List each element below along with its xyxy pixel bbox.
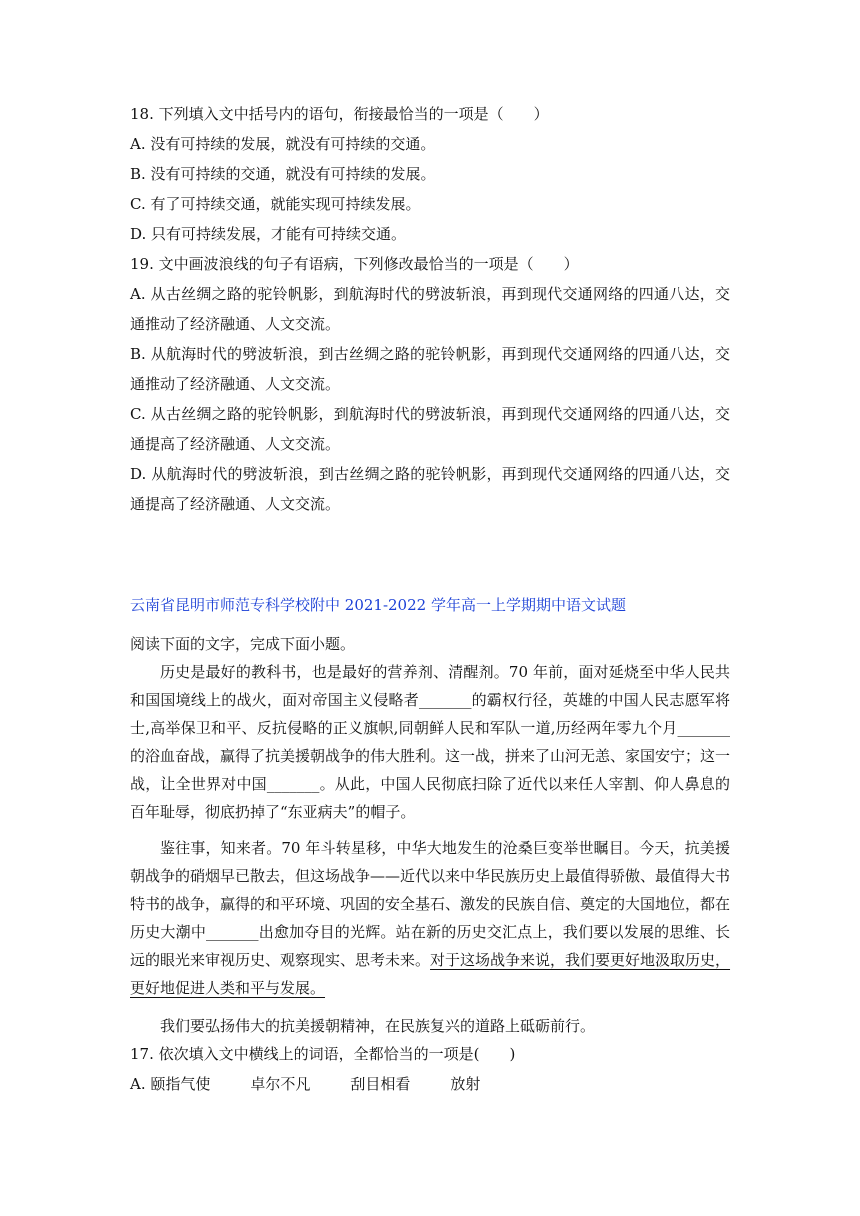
- passage-p1-line6: 百年耻辱，彻底扔掉了“东亚病夫”的帽子。: [130, 803, 416, 821]
- q18-option-b: B. 没有可持续的交通，就没有可持续的发展。: [130, 165, 436, 183]
- passage-p2-line5-plain: 远的眼光来审视历史、观察现实、思考未来。: [130, 951, 431, 969]
- q18-option-a: A. 没有可持续的发展，就没有可持续的交通。: [130, 135, 436, 153]
- passage-p2-line2: 朝战争的硝烟早已散去，但这场战争——近代以来中华民族历史上最值得骄傲、最值得大书: [130, 867, 731, 885]
- q18-option-c: C. 有了可持续交通，就能实现可持续发展。: [130, 195, 421, 213]
- q19-option-b-line2: 通推动了经济融通、人文交流。: [130, 375, 341, 393]
- q17-option-a: [130, 1074, 520, 1094]
- passage-p3: 我们要弘扬伟大的抗美援朝精神，在民族复兴的道路上砥砺前行。: [160, 1017, 596, 1035]
- q19-option-a-line2: 通推动了经济融通、人文交流。: [130, 315, 341, 333]
- q19-option-b-line1: B. 从航海时代的劈波斩浪，到古丝绸之路的驼铃帆影，再到现代交通网络的四通八达，交: [130, 345, 730, 363]
- passage-p2-line6: [130, 978, 325, 998]
- passage-p2-line1: 鉴往事，知来者。70 年斗转星移，中华大地发生的沧桑巨变举世瞩目。今天，抗美援: [160, 839, 730, 857]
- source-title: 云南省昆明市师范专科学校附中 2021-2022 学年高一上学期期中语文试题: [130, 596, 626, 614]
- q19-option-c-line2: 通提高了经济融通、人文交流。: [130, 435, 341, 453]
- passage-p1-line3: 士,高举保卫和平、反抗侵略的正义旗帜,同朝鲜人民和军队一道,历经两年零九个月_______: [130, 719, 730, 737]
- reading-instruction: 阅读下面的文字，完成下面小题。: [130, 635, 356, 653]
- q17-option-a-word4: 放射: [450, 1075, 481, 1093]
- wavy-underlined-sentence-part1: 对于这场战争来说，我们要更好地汲取历史，: [430, 951, 731, 969]
- q19-option-a-line1: A. 从古丝绸之路的驼铃帆影，到航海时代的劈波斩浪，再到现代交通网络的四通八达，交: [130, 285, 730, 303]
- passage-p2-line4: 历史大潮中_______出愈加夺目的光辉。站在新的历史交汇点上，我们要以发展的思维、长: [130, 923, 730, 941]
- q19-option-d-line1: D. 从航海时代的劈波斩浪，到古丝绸之路的驼铃帆影，再到现代交通网络的四通八达，交: [130, 465, 730, 483]
- q17-option-a-word2: 卓尔不凡: [250, 1075, 311, 1093]
- q19-option-c-line1: C. 从古丝绸之路的驼铃帆影，到航海时代的劈波斩浪，再到现代交通网络的四通八达，交: [130, 405, 730, 423]
- q19-option-d-line2: 通提高了经济融通、人文交流。: [130, 495, 341, 513]
- q18-stem: 18. 下列填入文中括号内的语句，衔接最恰当的一项是（ ）: [130, 105, 549, 123]
- q17-option-a-word3: 刮目相看: [350, 1075, 411, 1093]
- passage-p2-line5: [130, 950, 730, 970]
- wavy-underlined-sentence-part2: 更好地促进人类和平与发展。: [130, 979, 326, 997]
- q18-option-d: D. 只有可持续发展，才能有可持续交通。: [130, 225, 407, 243]
- passage-p1-line2: 和国国境线上的战火，面对帝国主义侵略者_______的霸权行径，英雄的中国人民志愿军将: [130, 691, 730, 709]
- q17-stem: 17. 依次填入文中横线上的词语，全都恰当的一项是( ): [130, 1045, 516, 1063]
- q17-option-a-word1: A. 颐指气使: [130, 1075, 211, 1093]
- q19-stem: 19. 文中画波浪线的句子有语病，下列修改最恰当的一项是（ ）: [130, 255, 579, 273]
- passage-p1-line4: 的浴血奋战，赢得了抗美援朝战争的伟大胜利。这一战，拼来了山河无恙、家国安宁；这一: [130, 747, 731, 765]
- passage-p1-line5: 战，让全世界对中国_______。从此，中国人民彻底扫除了近代以来任人宰割、仰人鼻息的: [130, 775, 730, 793]
- passage-p2-line3: 特书的战争，赢得的和平环境、巩固的安全基石、激发的民族自信、奠定的大国地位，都在: [130, 895, 731, 913]
- passage-p1-line1: 历史是最好的教科书，也是最好的营养剂、清醒剂。70 年前，面对延烧至中华人民共: [160, 663, 730, 681]
